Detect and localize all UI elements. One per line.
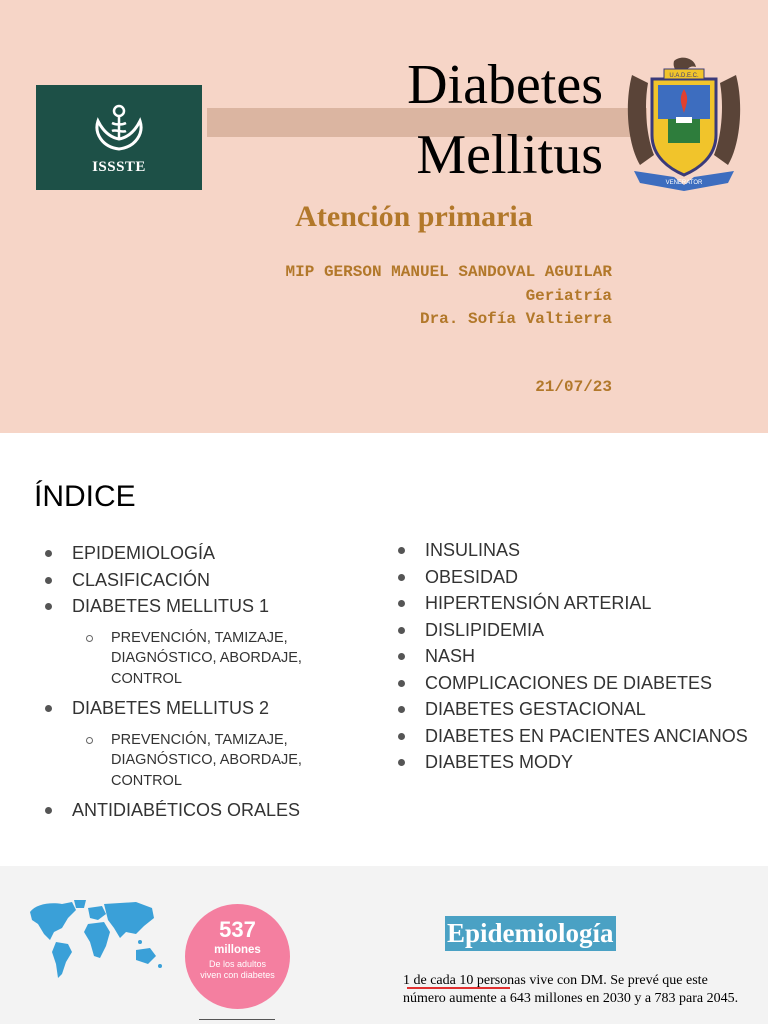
list-item: EPIDEMIOLOGÍA <box>40 540 370 567</box>
epidemiology-slide <box>0 866 768 1024</box>
title-slide <box>0 0 768 433</box>
logo-text: ISSSTE <box>92 159 146 175</box>
list-item: DIABETES EN PACIENTES ANCIANOS <box>393 723 753 750</box>
index-list-right <box>393 537 753 776</box>
index-title: ÍNDICE <box>34 480 136 513</box>
sub-list-item: PREVENCIÓN, TAMIZAJE, DIAGNÓSTICO, ABORDAJE, CONTROL <box>40 628 370 690</box>
list-item: CLASIFICACIÓN <box>40 567 370 594</box>
issste-logo <box>36 85 202 190</box>
sub-list-item: PREVENCIÓN, TAMIZAJE, DIAGNÓSTICO, ABORDAJE, CONTROL <box>40 730 370 792</box>
stat-unit: millones <box>214 944 261 956</box>
diabetes-stat-circle <box>185 904 290 1009</box>
list-item: DIABETES MODY <box>393 749 753 776</box>
specialty: Geriatría <box>525 286 612 305</box>
list-item: DISLIPIDEMIA <box>393 617 753 644</box>
university-crest-icon <box>624 55 744 195</box>
page-title <box>407 50 603 190</box>
author-block <box>286 261 612 332</box>
index-list-left <box>40 540 370 824</box>
list-item: DIABETES GESTACIONAL <box>393 696 753 723</box>
world-map-icon <box>28 898 168 983</box>
title-line-1: Diabetes <box>407 54 603 116</box>
epidemiology-title: Epidemiología <box>445 916 616 951</box>
crest-bottom-text: VENERATOR <box>665 180 703 186</box>
author-name: MIP GERSON MANUEL SANDOVAL AGUILAR <box>285 263 612 281</box>
list-item: COMPLICACIONES DE DIABETES <box>393 670 753 697</box>
title-line-2: Mellitus <box>416 124 603 186</box>
stat-description: De los adultos viven con diabetes <box>200 959 275 980</box>
list-item: OBESIDAD <box>393 564 753 591</box>
list-item: INSULINAS <box>393 537 753 564</box>
list-item: ANTIDIABÉTICOS ORALES <box>40 797 370 824</box>
advisor-name: Dra. Sofía Valtierra <box>419 310 612 328</box>
subtitle: Atención primaria <box>295 200 533 233</box>
index-slide <box>0 433 768 866</box>
list-item: HIPERTENSIÓN ARTERIAL <box>393 590 753 617</box>
epidemiology-text: 1 de cada 10 personas vive con DM. Se prevé que este número aumente a 643 millones en 2030 y a 783 para 2045. <box>403 973 739 1006</box>
divider <box>199 1019 275 1020</box>
crest-top-text: U.A.D.E.C. <box>669 73 699 79</box>
stat-number: 537 <box>219 917 256 942</box>
presentation-date: 21/07/23 <box>535 378 612 396</box>
list-item: DIABETES MELLITUS 2 <box>40 695 370 722</box>
list-item: DIABETES MELLITUS 1 <box>40 593 370 620</box>
list-item: NASH <box>393 643 753 670</box>
hands-emblem-icon <box>92 103 146 153</box>
